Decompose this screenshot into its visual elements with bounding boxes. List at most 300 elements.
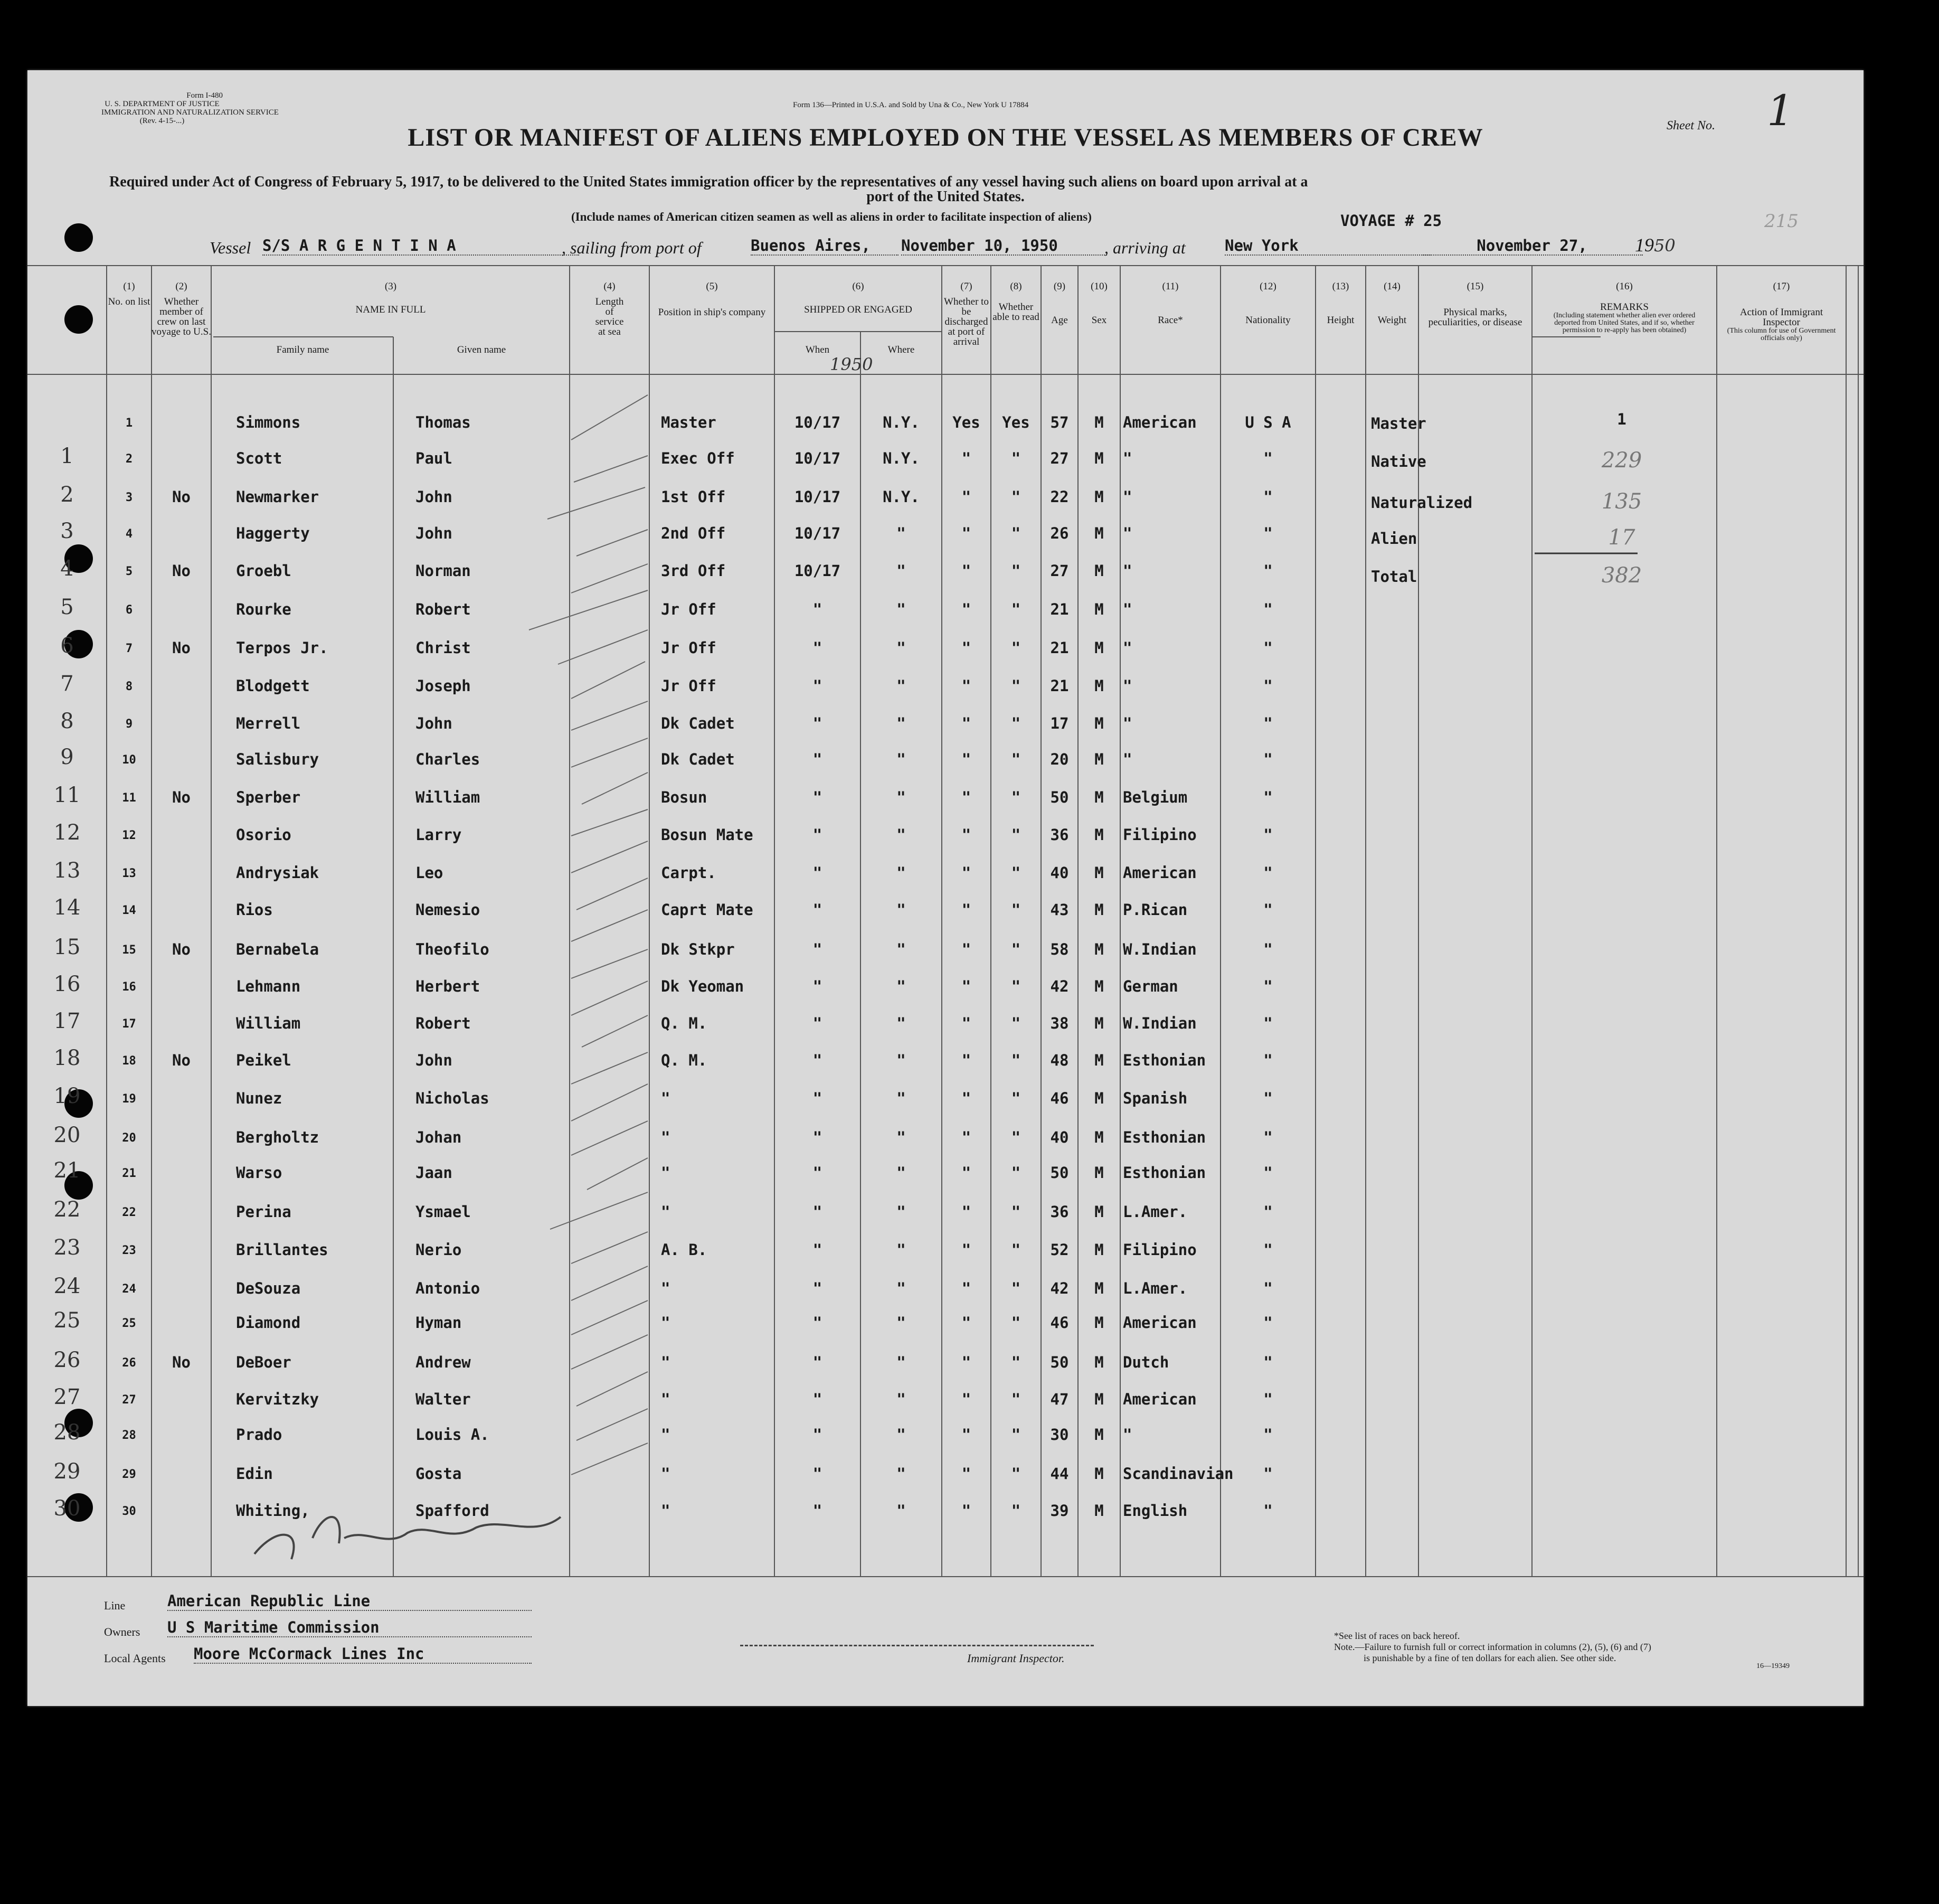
cell-sex: M: [1094, 1279, 1104, 1297]
cell-read: ": [1011, 1164, 1021, 1182]
cell-position: Q. M.: [661, 1014, 707, 1032]
cell-race: German: [1123, 977, 1178, 995]
cell-discharged: ": [961, 677, 971, 695]
cell-read: ": [1011, 901, 1021, 919]
cell-margin: 2: [60, 483, 74, 507]
cell-discharged: ": [961, 864, 971, 882]
cell-discharged: ": [961, 714, 971, 732]
cell-age: 42: [1050, 1279, 1069, 1297]
cell-where: ": [896, 1390, 906, 1408]
owners-label: Owners: [104, 1625, 140, 1638]
cell-when: ": [812, 977, 822, 995]
cell-given: Leo: [415, 864, 443, 882]
cell-when: ": [812, 1089, 822, 1107]
cell-sex: M: [1094, 1465, 1104, 1483]
cell-discharged: ": [961, 1128, 971, 1146]
cell-race: ": [1123, 449, 1132, 467]
cell-position: ": [661, 1465, 670, 1483]
col12-label: Nationality: [1245, 315, 1291, 326]
cell-family: Simmons: [236, 413, 301, 431]
cell-discharged: Yes: [952, 413, 980, 431]
cell-given: Johan: [415, 1128, 462, 1146]
cell-age: 52: [1050, 1241, 1069, 1259]
cell-family: Bergholtz: [236, 1128, 319, 1146]
cell-sex: M: [1094, 1241, 1104, 1259]
cell-race: ": [1123, 750, 1132, 768]
cell-race: Esthonian: [1123, 1128, 1206, 1146]
cell-position: Bosun: [661, 788, 707, 806]
cell-where: ": [896, 1314, 906, 1332]
cell-where: ": [896, 826, 906, 844]
summary-value: 17: [1608, 525, 1635, 550]
cell-nationality: ": [1263, 714, 1273, 732]
cell-read: ": [1011, 826, 1021, 844]
summary-value: 229: [1601, 448, 1642, 473]
cell-age: 30: [1050, 1426, 1069, 1444]
cell-margin: 30: [53, 1496, 81, 1521]
col10-label: Sex: [1091, 315, 1107, 326]
cell-when: ": [812, 1203, 822, 1221]
cell-family: Groebl: [236, 562, 291, 580]
given-name-header: Given name: [457, 344, 506, 355]
cell-nationality: ": [1263, 940, 1273, 958]
cell-read: ": [1011, 1353, 1021, 1371]
cell-nationality: ": [1263, 600, 1273, 618]
cell-sex: M: [1094, 1051, 1104, 1069]
cell-discharged: ": [961, 1164, 971, 1182]
subtitle-line1: Required under Act of Congress of February 5, 1917, to be delivered to the United States immigration officer by the representatives of any vessel having such aliens on board upon arrival at a: [109, 174, 1308, 190]
cell-margin: 9: [60, 745, 74, 769]
cell-nationality: ": [1263, 1426, 1273, 1444]
cell-family: Brillantes: [236, 1241, 328, 1259]
col17-label: Action of Immigrant Inspector: [1739, 307, 1823, 328]
cell-given: John: [415, 1051, 452, 1069]
cell-position: Dk Cadet: [661, 714, 735, 732]
cell-where: ": [896, 750, 906, 768]
cell-nationality: ": [1263, 1089, 1273, 1107]
cell-read: Yes: [1002, 413, 1030, 431]
cell-position: Jr Off: [661, 677, 716, 695]
line-label: Line: [104, 1599, 126, 1612]
cell-discharged: ": [961, 1203, 971, 1221]
subtitle-line2: port of the United States.: [866, 188, 1025, 205]
cell-race: ": [1123, 600, 1132, 618]
cell-when: ": [812, 1128, 822, 1146]
summary-value: 1: [1617, 410, 1626, 428]
cell-discharged: ": [961, 1014, 971, 1032]
cell-no: 16: [122, 981, 136, 994]
cell-where: ": [896, 977, 906, 995]
vessel-label: Vessel: [210, 238, 251, 257]
cell-margin: 4: [60, 557, 74, 581]
cell-where: N.Y.: [883, 488, 920, 506]
col15-label: Physical marks, peculiarities, or disease: [1428, 307, 1522, 328]
cell-nationality: ": [1263, 1465, 1273, 1483]
cell-race: Belgium: [1123, 788, 1188, 806]
cell-given: Robert: [415, 1014, 471, 1032]
cell-position: Caprt Mate: [661, 901, 753, 919]
col14-num: (14): [1384, 281, 1401, 292]
cell-age: 50: [1050, 1353, 1069, 1371]
cell-read: ": [1011, 788, 1021, 806]
cell-margin: 3: [60, 519, 74, 543]
cell-nationality: ": [1263, 1164, 1273, 1182]
shipped-year: 1950: [830, 354, 873, 374]
col9-label: Age: [1051, 315, 1068, 326]
cell-family: Whiting,: [236, 1502, 310, 1520]
cell-margin: 1: [60, 444, 74, 468]
col9-num: (9): [1053, 281, 1066, 292]
cell-age: 46: [1050, 1314, 1069, 1332]
note-races: *See list of races on back hereof.: [1334, 1630, 1460, 1641]
cell-where: ": [896, 677, 906, 695]
cell-read: ": [1011, 1241, 1021, 1259]
sheet-label: Sheet No.: [1667, 119, 1715, 133]
cell-age: 57: [1050, 413, 1069, 431]
cell-when: ": [812, 750, 822, 768]
cell-nationality: ": [1263, 864, 1273, 882]
cell-discharged: ": [961, 449, 971, 467]
cell-given: Andrew: [415, 1353, 471, 1371]
when-header: When: [805, 344, 830, 355]
cell-margin: 20: [53, 1123, 81, 1147]
cell-no: 23: [122, 1244, 136, 1257]
cell-nationality: ": [1263, 1390, 1273, 1408]
cell-when: ": [812, 864, 822, 882]
cell-family: Newmarker: [236, 488, 319, 506]
cell-read: ": [1011, 940, 1021, 958]
cell-family: Haggerty: [236, 524, 310, 542]
cell-sex: M: [1094, 714, 1104, 732]
cell-given: Thomas: [415, 413, 471, 431]
cell-sex: M: [1094, 864, 1104, 882]
cell-given: John: [415, 488, 452, 506]
cell-sex: M: [1094, 1203, 1104, 1221]
cell-sex: M: [1094, 826, 1104, 844]
cell-where: ": [896, 940, 906, 958]
cell-when: ": [812, 826, 822, 844]
cell-margin: 11: [53, 783, 81, 807]
cell-sex: M: [1094, 600, 1104, 618]
cell-no: 5: [125, 565, 133, 578]
summary-label: Total: [1371, 568, 1417, 586]
col16-note: (Including statement whether alien ever ordered deported from United States, and if so, whether permission to re-apply has been obtained): [1553, 312, 1696, 334]
cell-margin: 28: [53, 1420, 81, 1445]
year-prefix: 19: [1635, 234, 1654, 256]
cell-family: Edin: [236, 1465, 273, 1483]
sheet-number: 1: [1767, 86, 1794, 135]
cell-race: Scandinavian: [1123, 1465, 1234, 1483]
col16-label: REMARKS: [1600, 301, 1649, 313]
cell-when: ": [812, 901, 822, 919]
cell-margin: 7: [60, 672, 74, 696]
cell-nationality: ": [1263, 1203, 1273, 1221]
cell-where: ": [896, 788, 906, 806]
cell-nationality: ": [1263, 562, 1273, 580]
cell-given: Nemesio: [415, 901, 480, 919]
cell-discharged: ": [961, 1314, 971, 1332]
cell-nationality: U S A: [1245, 413, 1291, 431]
summary-label: Master: [1371, 414, 1426, 432]
cell-race: ": [1123, 488, 1132, 506]
cell-no: 13: [122, 867, 136, 880]
arrival-date: November 27,: [1421, 237, 1643, 256]
cell-given: John: [415, 714, 452, 732]
cell-sex: M: [1094, 1353, 1104, 1371]
cell-race: P.Rican: [1123, 901, 1188, 919]
cell-position: ": [661, 1279, 670, 1297]
cell-race: L.Amer.: [1123, 1203, 1188, 1221]
cell-no: 20: [122, 1132, 136, 1145]
cell-read: ": [1011, 1502, 1021, 1520]
cell-when: ": [812, 639, 822, 657]
cell-family: DeSouza: [236, 1279, 301, 1297]
cell-given: Hyman: [415, 1314, 462, 1332]
cell-position: ": [661, 1128, 670, 1146]
cell-margin: 6: [60, 634, 74, 658]
col13-label: Height: [1327, 315, 1355, 326]
cell-given: Joseph: [415, 677, 471, 695]
cell-given: Nicholas: [415, 1089, 489, 1107]
col3-label: NAME IN FULL: [355, 304, 426, 315]
cell-where: ": [896, 600, 906, 618]
col13-num: (13): [1332, 281, 1349, 292]
cell-family: Blodgett: [236, 677, 310, 695]
cell-family: Lehmann: [236, 977, 301, 995]
where-header: Where: [887, 344, 915, 355]
cell-nationality: ": [1263, 1279, 1273, 1297]
col6-num: (6): [852, 281, 864, 292]
sailing-date: November 10, 1950: [901, 237, 1107, 256]
cell-prev: No: [172, 562, 191, 580]
cell-no: 6: [125, 604, 133, 617]
summary-label: Naturalized: [1371, 494, 1473, 512]
cell-read: ": [1011, 864, 1021, 882]
cell-nationality: ": [1263, 750, 1273, 768]
cell-prev: No: [172, 940, 191, 958]
col12-num: (12): [1260, 281, 1276, 292]
cell-read: ": [1011, 1465, 1021, 1483]
cell-position: ": [661, 1390, 670, 1408]
cell-family: Diamond: [236, 1314, 301, 1332]
cell-position: ": [661, 1203, 670, 1221]
cell-position: 1st Off: [661, 488, 726, 506]
cell-no: 15: [122, 944, 136, 957]
col11-num: (11): [1162, 281, 1179, 292]
cell-no: 25: [122, 1317, 136, 1330]
cell-nationality: ": [1263, 826, 1273, 844]
cell-nationality: ": [1263, 1353, 1273, 1371]
cell-discharged: ": [961, 1279, 971, 1297]
cell-family: Rios: [236, 901, 273, 919]
cell-where: ": [896, 864, 906, 882]
cell-where: ": [896, 1014, 906, 1032]
cell-no: 30: [122, 1505, 136, 1518]
cell-read: ": [1011, 639, 1021, 657]
cell-family: Andrysiak: [236, 864, 319, 882]
cell-age: 42: [1050, 977, 1069, 995]
cell-read: ": [1011, 1089, 1021, 1107]
cell-no: 17: [122, 1017, 136, 1031]
cell-age: 17: [1050, 714, 1069, 732]
cell-age: 50: [1050, 1164, 1069, 1182]
cell-margin: 16: [53, 972, 81, 996]
cell-no: 24: [122, 1283, 136, 1296]
cell-position: Master: [661, 413, 716, 431]
cell-no: 10: [122, 753, 136, 767]
cell-where: ": [896, 1465, 906, 1483]
cell-discharged: ": [961, 901, 971, 919]
cell-given: Antonio: [415, 1279, 480, 1297]
cell-sex: M: [1094, 901, 1104, 919]
cell-position: 2nd Off: [661, 524, 726, 542]
cell-given: Larry: [415, 826, 462, 844]
cell-age: 48: [1050, 1051, 1069, 1069]
col3-num: (3): [384, 281, 397, 292]
cell-no: 26: [122, 1356, 136, 1370]
cell-family: Bernabela: [236, 940, 319, 958]
cell-sex: M: [1094, 1314, 1104, 1332]
cell-discharged: ": [961, 940, 971, 958]
cell-when: 10/17: [794, 413, 841, 431]
service: IMMIGRATION AND NATURALIZATION SERVICE: [101, 108, 279, 117]
cell-given: Nerio: [415, 1241, 462, 1259]
cell-position: ": [661, 1314, 670, 1332]
col5-label: Position in ship's company: [658, 307, 766, 318]
cell-nationality: ": [1263, 1502, 1273, 1520]
cell-nationality: ": [1263, 1051, 1273, 1069]
cell-when: ": [812, 1241, 822, 1259]
summary-label: Alien: [1371, 530, 1417, 548]
cell-race: Filipino: [1123, 1241, 1197, 1259]
cell-age: 20: [1050, 750, 1069, 768]
cell-margin: 18: [53, 1046, 81, 1070]
cell-race: ": [1123, 524, 1132, 542]
cell-no: 1: [125, 417, 133, 430]
cell-age: 22: [1050, 488, 1069, 506]
sailing-port: Buenos Aires,: [751, 237, 898, 256]
cell-sex: M: [1094, 1089, 1104, 1107]
cell-age: 21: [1050, 600, 1069, 618]
cell-no: 8: [125, 680, 133, 693]
cell-no: 7: [125, 642, 133, 655]
cell-position: Dk Yeoman: [661, 977, 744, 995]
col5-num: (5): [706, 281, 718, 292]
cell-read: ": [1011, 977, 1021, 995]
col7-num: (7): [960, 281, 972, 292]
summary-value: 135: [1601, 489, 1642, 514]
cell-age: 36: [1050, 1203, 1069, 1221]
col16-num: (16): [1616, 281, 1633, 292]
printer-line: Form 136—Printed in U.S.A. and Sold by Una & Co., New York U 17884: [793, 101, 1029, 109]
cell-when: ": [812, 1051, 822, 1069]
cell-age: 21: [1050, 677, 1069, 695]
cell-family: Perina: [236, 1203, 291, 1221]
cell-nationality: ": [1263, 977, 1273, 995]
col14-label: Weight: [1377, 315, 1407, 326]
cell-family: Merrell: [236, 714, 301, 732]
sailing-label: , sailing from port of: [562, 238, 702, 257]
col4-num: (4): [603, 281, 616, 292]
cell-where: ": [896, 1203, 906, 1221]
cell-no: 18: [122, 1054, 136, 1068]
cell-given: Theofilo: [415, 940, 489, 958]
cell-race: W.Indian: [1123, 1014, 1197, 1032]
cell-margin: 5: [60, 595, 74, 619]
cell-prev: No: [172, 788, 191, 806]
cell-age: 44: [1050, 1465, 1069, 1483]
cell-where: N.Y.: [883, 449, 920, 467]
cell-discharged: ": [961, 1426, 971, 1444]
cell-where: ": [896, 714, 906, 732]
summary-value: 382: [1601, 563, 1642, 588]
cell-sex: M: [1094, 639, 1104, 657]
cell-discharged: ": [961, 524, 971, 542]
cell-when: 10/17: [794, 449, 841, 467]
cell-family: Prado: [236, 1426, 282, 1444]
agents-value: Moore McCormack Lines Inc: [194, 1645, 532, 1664]
cell-read: ": [1011, 714, 1021, 732]
cell-sex: M: [1094, 788, 1104, 806]
cell-no: 27: [122, 1393, 136, 1407]
cell-position: Jr Off: [661, 639, 716, 657]
col8-label: Whether able to read: [992, 301, 1039, 323]
col17-note: (This column for use of Government officials only): [1727, 327, 1836, 342]
cell-read: ": [1011, 488, 1021, 506]
cell-given: Walter: [415, 1390, 471, 1408]
vessel-name: S/S A R G E N T I N A: [262, 237, 579, 256]
cell-discharged: ": [961, 1089, 971, 1107]
cell-prev: No: [172, 1051, 191, 1069]
cell-position: ": [661, 1502, 670, 1520]
cell-read: ": [1011, 750, 1021, 768]
cell-given: William: [415, 788, 480, 806]
col15-num: (15): [1467, 281, 1484, 292]
cell-read: ": [1011, 1314, 1021, 1332]
cell-given: Norman: [415, 562, 471, 580]
col4-label: Length of service at sea: [595, 296, 624, 337]
col8-num: (8): [1010, 281, 1022, 292]
manifest-sheet: [27, 70, 1864, 1706]
cell-sex: M: [1094, 750, 1104, 768]
cell-given: Spafford: [415, 1502, 489, 1520]
cell-when: ": [812, 1314, 822, 1332]
family-name-header: Family name: [276, 344, 329, 355]
cell-when: ": [812, 788, 822, 806]
cell-family: Peikel: [236, 1051, 291, 1069]
cell-when: 10/17: [794, 488, 841, 506]
cell-when: ": [812, 1014, 822, 1032]
cell-given: Charles: [415, 750, 480, 768]
cell-position: Dk Stkpr: [661, 940, 735, 958]
cell-no: 11: [122, 791, 136, 805]
cell-when: ": [812, 1465, 822, 1483]
cell-where: ": [896, 901, 906, 919]
corner-number: 215: [1764, 211, 1799, 232]
cell-where: ": [896, 1279, 906, 1297]
cell-discharged: ": [961, 639, 971, 657]
cell-margin: 24: [53, 1274, 81, 1298]
col7-label: Whether to be discharged at port of arrival: [944, 296, 989, 347]
cell-given: Herbert: [415, 977, 480, 995]
cell-when: ": [812, 1353, 822, 1371]
cell-where: ": [896, 1502, 906, 1520]
cell-age: 36: [1050, 826, 1069, 844]
cell-age: 27: [1050, 562, 1069, 580]
cell-sex: M: [1094, 488, 1104, 506]
cell-margin: 17: [53, 1009, 81, 1033]
voyage-number: 25: [1423, 212, 1442, 230]
